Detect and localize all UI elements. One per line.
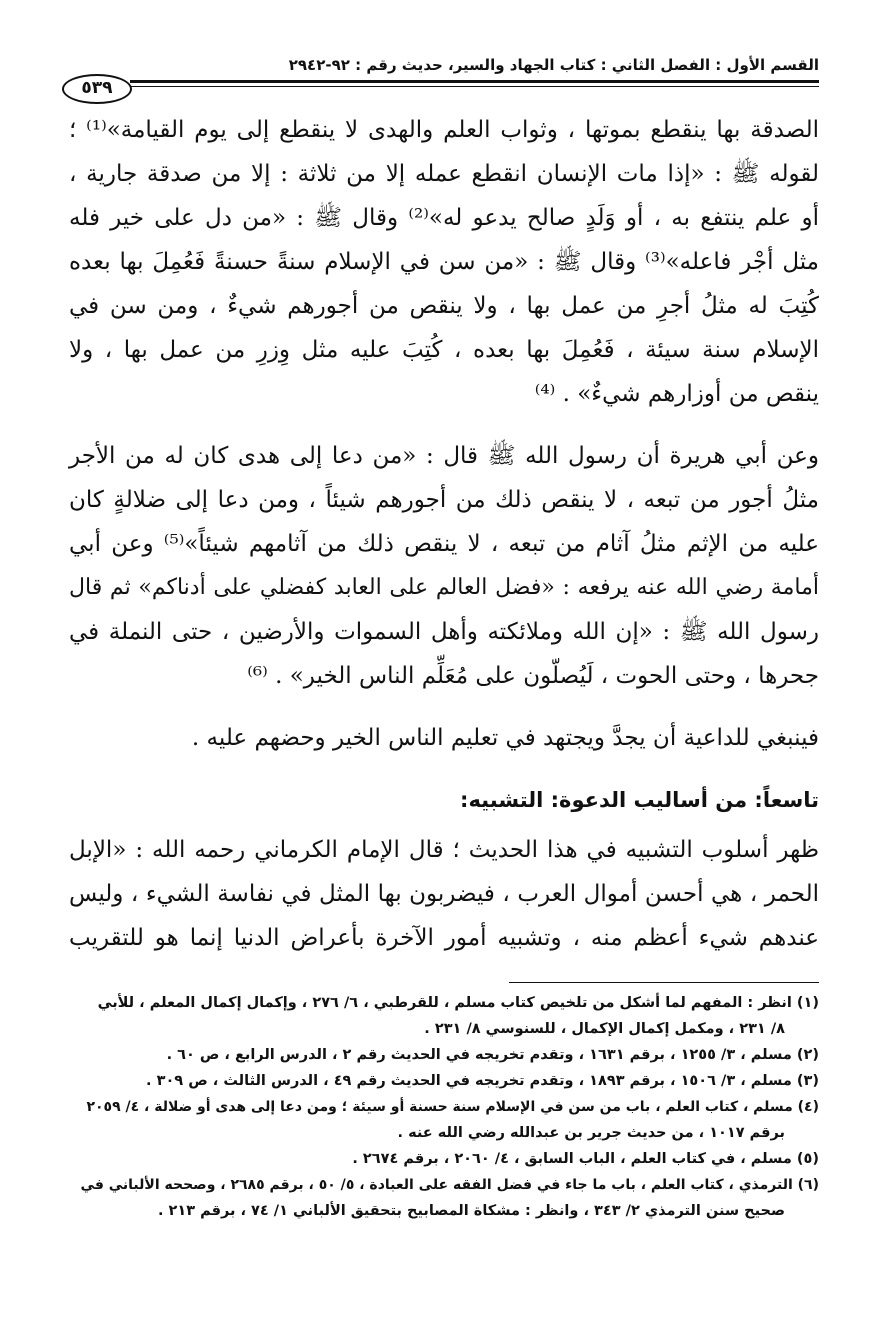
section-heading: تاسعاً: من أساليب الدعوة: التشبيه: — [460, 788, 819, 812]
header-rule-thin — [130, 86, 819, 87]
body-line: أو علم ينتفع به ، أو وَلَدٍ صالح يدعو له»⁽²⁾ وقال ﷺ : «من دل على خير فله — [69, 205, 820, 231]
footnote-continuation: صحيح سنن الترمذي ٢/ ٣٤٣ ، وانظر : مشكاة المصابيح بتحقيق الألباني ١/ ٧٤ ، برقم ٢١٣ . — [157, 1203, 785, 1219]
footnotes — [69, 990, 819, 1224]
footnote: (٤) مسلم ، كتاب العلم ، باب من سن في الإسلام سنة حسنة أو سيئة ؛ ومن دعا إلى هدى أو ضلالة ، ٤/ ٢٠٥٩ — [86, 1099, 819, 1115]
body-line: مثلُ أجور من تبعه ، لا ينقص ذلك من أجورهم شيئاً ، ومن دعا إلى ضلالةٍ كان — [69, 487, 819, 513]
body-line: رسول الله ﷺ : «إن الله وملائكته وأهل السموات والأرضين ، حتى النملة في — [69, 619, 819, 645]
body-line: عليه من الإثم مثلُ آثام من تبعه ، لا ينقص ذلك من آثامهم شيئاً»⁽⁵⁾ وعن أبي — [69, 531, 820, 557]
footnote-continuation: برقم ١٠١٧ ، من حديث جرير بن عبدالله رضي الله عنه . — [397, 1125, 785, 1141]
body-line: عندهم شيء أعظم منه ، وتشبيه أمور الآخرة بأعراض الدنيا إنما هو للتقريب — [69, 925, 819, 951]
body-line: وعن أبي هريرة أن رسول الله ﷺ قال : «من دعا إلى هدى كان له من الأجر — [69, 443, 819, 469]
running-header: القسم الأول : الفصل الثاني : كتاب الجهاد والسير، حديث رقم : ٩٢-٢٩٤٢ — [288, 56, 819, 74]
footnote: (٣) مسلم ، ٣/ ١٥٠٦ ، برقم ١٨٩٣ ، وتقدم تخريجه في الحديث رقم ٤٩ ، الدرس الثالث ، ص ٣٠٩ . — [146, 1073, 819, 1089]
body-line: مثل أجْر فاعله»⁽³⁾ وقال ﷺ : «من سن في الإسلام سنةً حسنةً فَعُمِلَ بها بعده — [69, 249, 819, 275]
body-line: ينقص من أوزارهم شيءٌ» . ⁽⁴⁾ — [534, 381, 819, 407]
body-text — [69, 108, 819, 960]
footnote-continuation: ٨/ ٢٣١ ، ومكمل إكمال الإكمال ، للسنوسي ٨/ ٢٣١ . — [424, 1021, 785, 1037]
body-line: جحرها ، وحتى الحوت ، لَيُصلّون على مُعَلِّم الناس الخير» . ⁽⁶⁾ — [247, 663, 819, 689]
page-number: ٥٣٩ — [62, 74, 132, 104]
footnote: (٦) الترمذي ، كتاب العلم ، باب ما جاء في فضل الفقه على العبادة ، ٥/ ٥٠ ، برقم ٢٦٨٥ ، وصححه الألباني في — [80, 1177, 819, 1193]
footnote: (١) انظر : المفهم لما أشكل من تلخيص كتاب مسلم ، للقرطبي ، ٦/ ٢٧٦ ، وإكمال إكمال المعلم ، للأبي — [97, 995, 819, 1011]
footnote: (٥) مسلم ، في كتاب العلم ، الباب السابق ، ٤/ ٢٠٦٠ ، برقم ٢٦٧٤ . — [352, 1151, 819, 1167]
body-line: لقوله ﷺ : «إذا مات الإنسان انقطع عمله إلا من ثلاثة : إلا من صدقة جارية ، — [69, 161, 819, 187]
body-line: أمامة رضي الله عنه يرفعه : «فضل العالم على العابد كفضلي على أدناكم» ثم قال — [69, 575, 819, 600]
body-line: كُتِبَ له مثلُ أجرِ من عمل بها ، ولا ينقص من أجورهم شيءٌ ، ومن سن في — [69, 293, 819, 319]
body-line: فينبغي للداعية أن يجدَّ ويجتهد في تعليم الناس الخير وحضهم عليه . — [191, 725, 819, 751]
header-rule-thick — [130, 80, 819, 83]
body-line: ظهر أسلوب التشبيه في هذا الحديث ؛ قال الإمام الكرماني رحمه الله : «الإبل — [69, 837, 820, 863]
footnote: (٢) مسلم ، ٣/ ١٢٥٥ ، برقم ١٦٣١ ، وتقدم تخريجه في الحديث رقم ٢ ، الدرس الرابع ، ص ٦٠ . — [166, 1047, 819, 1063]
body-line: الصدقة بها ينقطع بموتها ، وثواب العلم والهدى لا ينقطع إلى يوم القيامة»⁽¹⁾ ؛ — [69, 117, 819, 143]
body-line: الإسلام سنة سيئة ، فَعُمِلَ بها بعده ، كُتِبَ عليه مثل وِزرِ من عمل بها ، ولا — [69, 337, 819, 363]
body-line: الحمر ، هي أحسن أموال العرب ، فيضربون بها المثل في نفاسة الشيء ، وليس — [69, 881, 819, 907]
footnote-separator — [509, 982, 819, 983]
